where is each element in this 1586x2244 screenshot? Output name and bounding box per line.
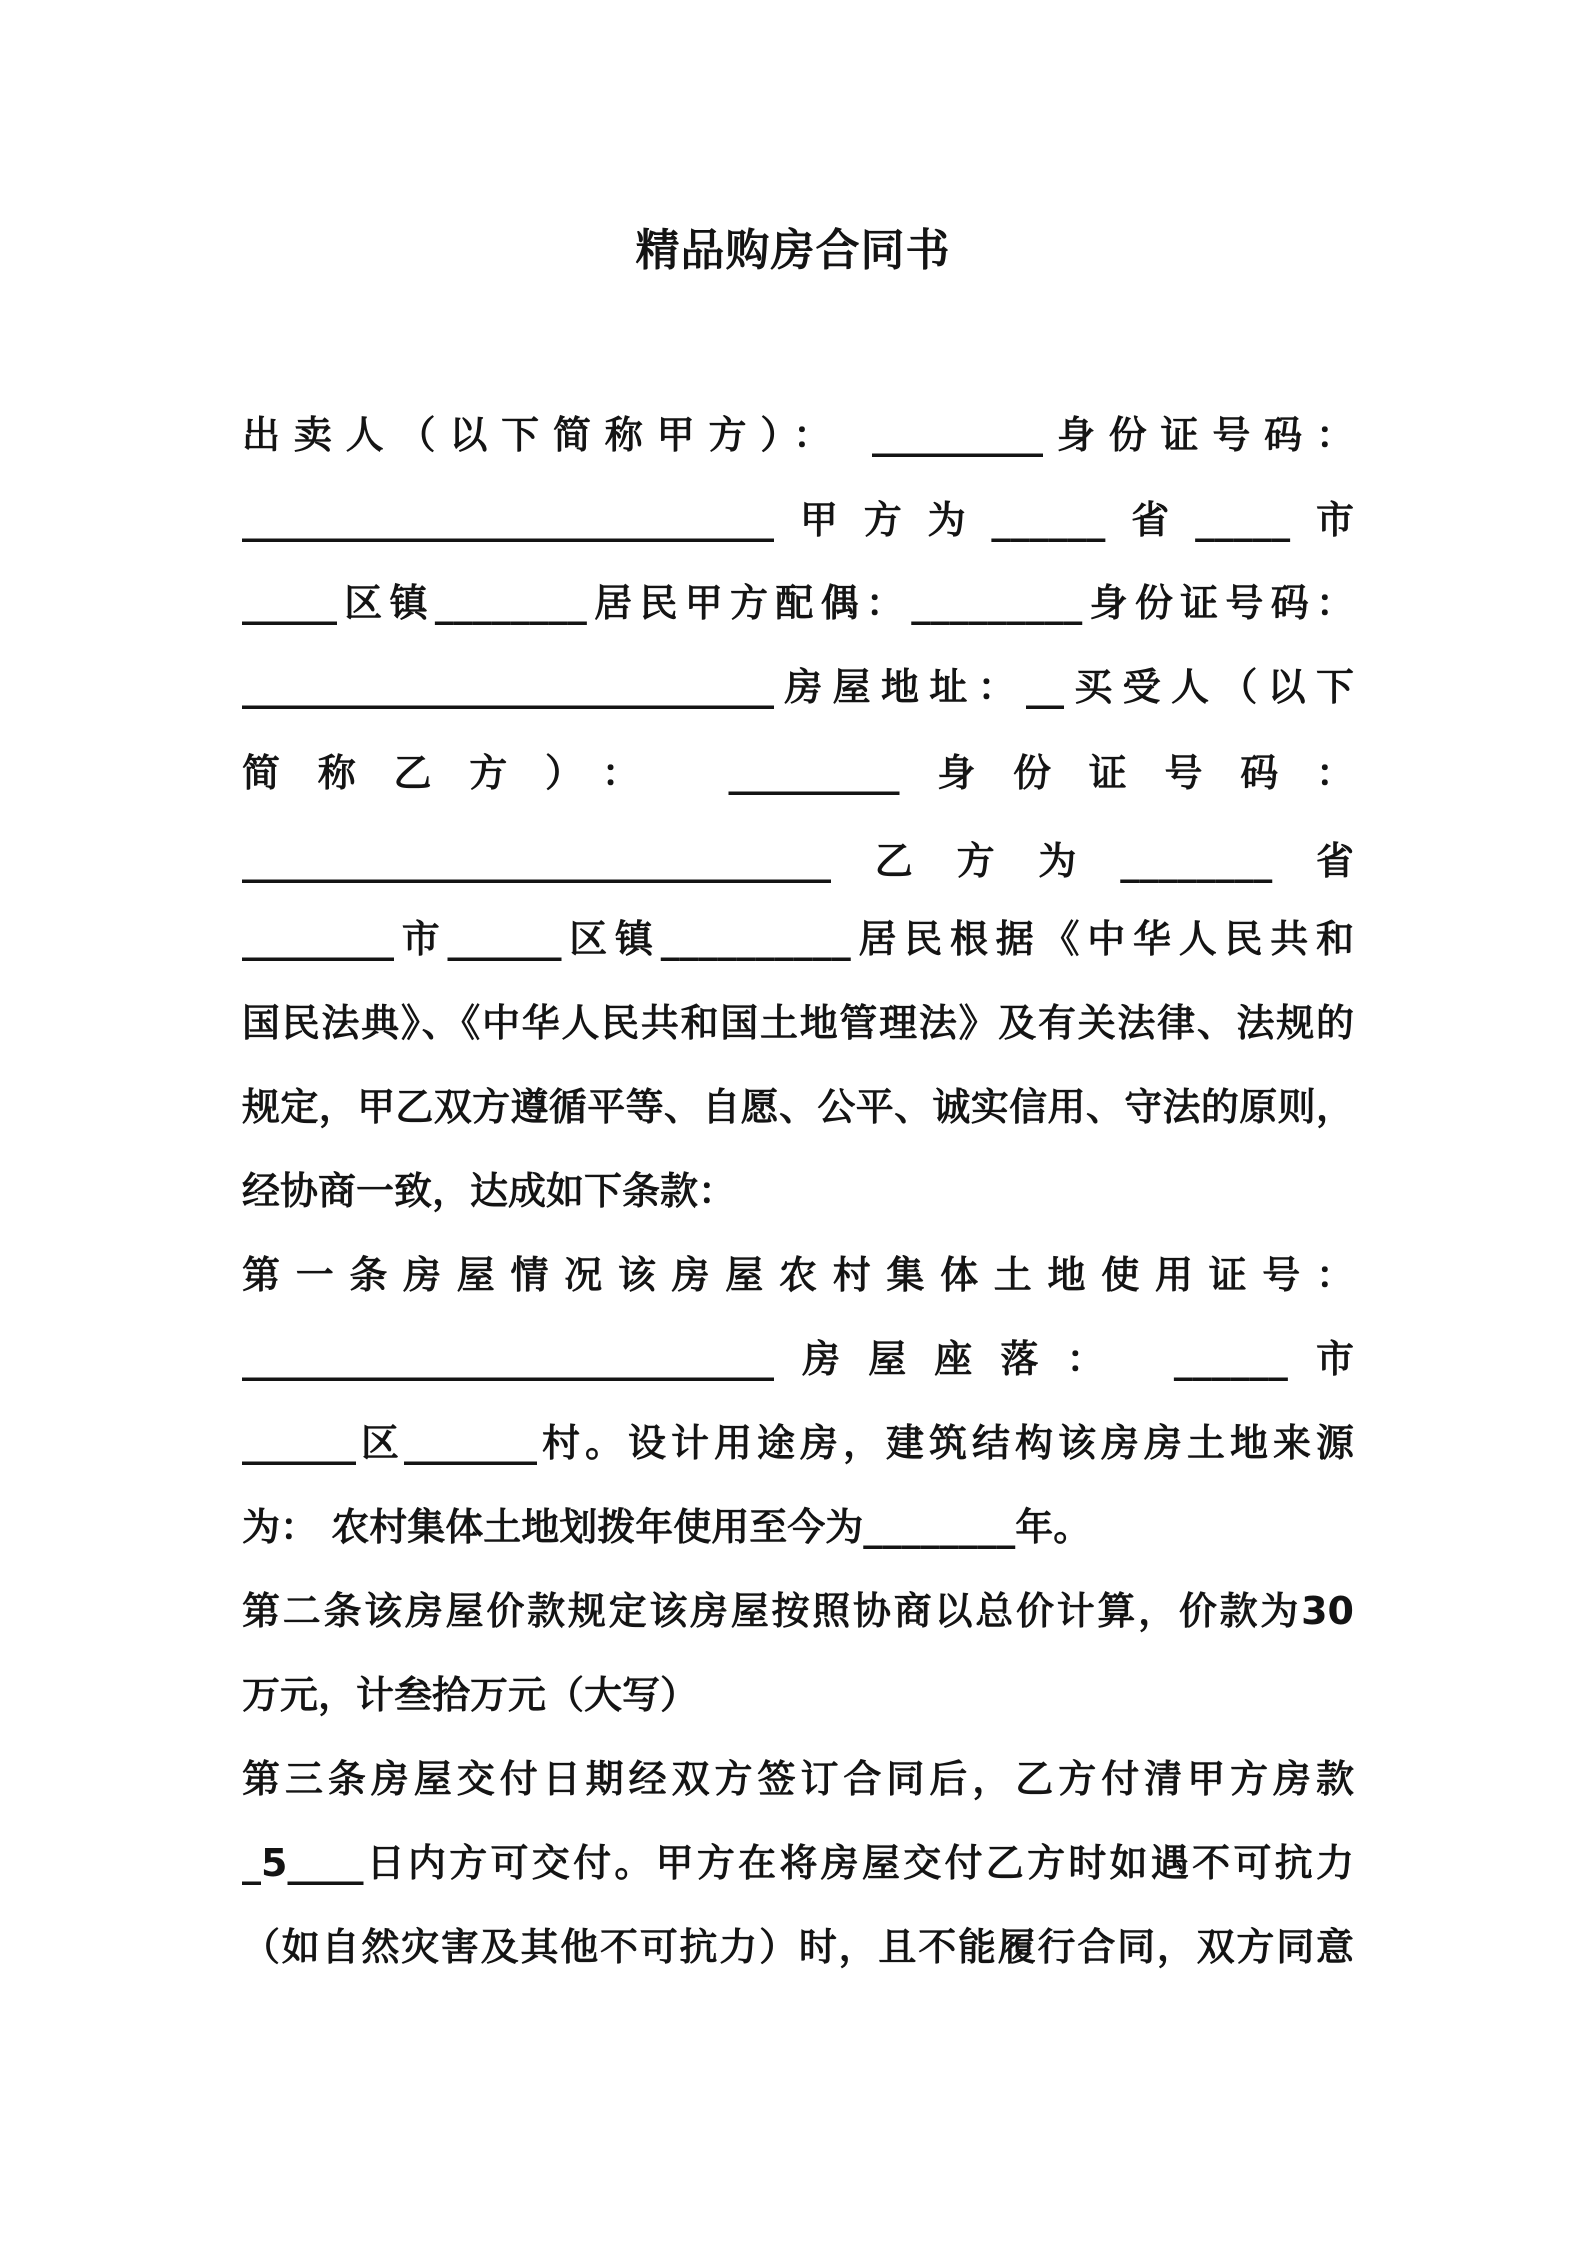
text-line-3: _____区镇________居民甲方配偶：_________身份证号码： xyxy=(242,581,1354,625)
text-line-13: ______区_______村。设计用途房，建筑结构该房房土地来源 xyxy=(242,1421,1354,1465)
text-line-18: _5____日内方可交付。甲方在将房屋交付乙方时如遇不可抗力 xyxy=(242,1841,1354,1885)
text-line-15: 第二条该房屋价款规定该房屋按照协商以总价计算，价款为30 xyxy=(242,1589,1354,1633)
text-line-14: 为： 农村集体土地划拨年使用至今为________年。 xyxy=(242,1505,1092,1549)
text-line-11: 第一条房屋情况该房屋农村集体土地使用证号： xyxy=(242,1253,1354,1297)
text-line-16: 万元，计叁拾万元（大写） xyxy=(242,1673,699,1717)
text-line-2: ____________________________甲方为______省_____市 xyxy=(242,498,1354,542)
text-line-1: 出卖人（以下简称甲方）： _________身份证号码： xyxy=(242,413,1354,457)
text-line-9: 规定，甲乙双方遵循平等、自愿、公平、诚实信用、守法的原则， xyxy=(242,1085,1354,1129)
text-line-4: ____________________________房屋地址：__买受人（以下 xyxy=(242,665,1354,709)
text-line-19: （如自然灾害及其他不可抗力）时，且不能履行合同，双方同意 xyxy=(242,1925,1354,1969)
document-title: 精品购房合同书 xyxy=(635,225,951,276)
text-line-6: _______________________________乙方为________省 xyxy=(242,839,1354,883)
text-line-10: 经协商一致，达成如下条款： xyxy=(242,1169,737,1213)
text-line-8: 国民法典》、《中华人民共和国土地管理法》及有关法律、法规的 xyxy=(242,1001,1354,1045)
text-line-12: ____________________________房屋座落： ______市 xyxy=(242,1337,1354,1381)
text-line-5: 简称乙方）： _________身份证号码： xyxy=(242,751,1354,795)
text-line-17: 第三条房屋交付日期经双方签订合同后，乙方付清甲方房款 xyxy=(242,1757,1354,1801)
text-line-7: ________市______区镇__________居民根据《中华人民共和 xyxy=(242,917,1354,961)
